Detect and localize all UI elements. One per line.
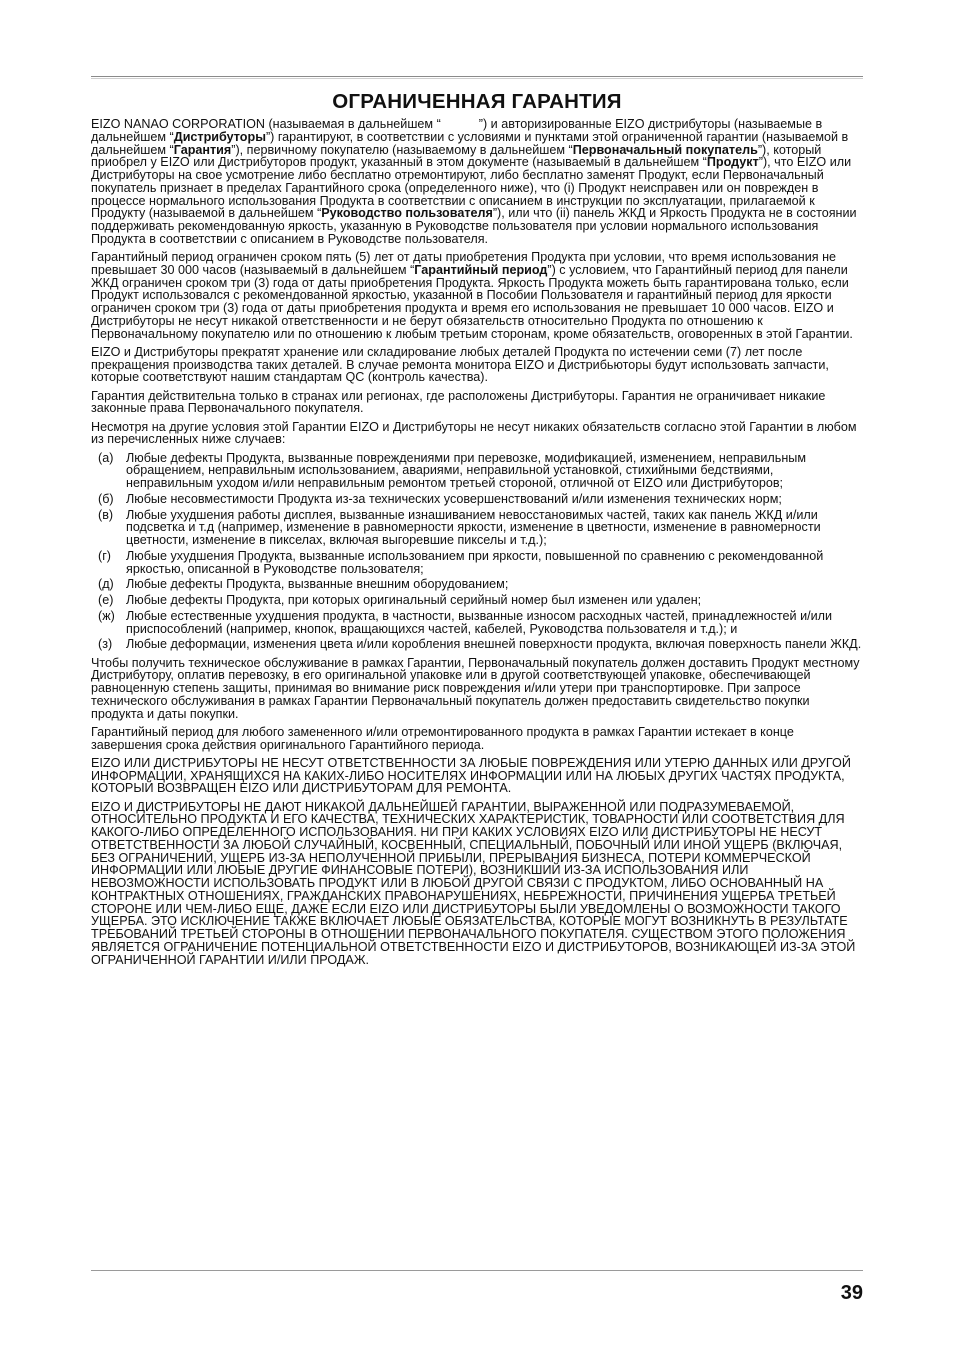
paragraph-regions: Гарантия действительна только в странах или регионах, где расположены Дистрибуторы. Гарантия не ограничивает никакие законные права Первоначального покупателя. [91, 388, 826, 416]
paragraph-service: Чтобы получить техническое обслуживание в рамках Гарантии, Первоначальный покупатель должен доставить Продукт местному Дистрибутору, оплатив перевозку, в его оригинальной упаковке или в другой соответствующей упаковке, обеспечивающей равноценную степень защиты, принимая во внимание риск повреждения и/или утери при транспортировке. При запросе технического обслуживания в рамках Гарантии Первоначальный покупатель должен предоставить свидетельство покупки продукта и даты покупки. [91, 655, 860, 721]
list-item-text: Любые естественные ухудшения продукта, в частности, вызванные износом расходных частей, принадлежностей и/или приспособлений (например, кнопок, вращающихся частей, кабелей, Руководства пользователя и т.д.); и [126, 608, 833, 636]
exclusions-list [91, 452, 863, 652]
bottom-rule [91, 1270, 863, 1271]
list-item [91, 638, 863, 651]
list-item [91, 452, 863, 490]
list-item-text: Любые несовместимости Продукта из-за технических усовершенствований и/или изменения технических норм; [126, 491, 782, 506]
list-item [91, 550, 863, 576]
paragraph-parts-storage: EIZO и Дистрибуторы прекратят хранение или складирование любых деталей Продукта по истечении семи (7) лет после прекращения производства таких деталей. В случае ремонта монитора EIZO и Дистрибьюторы будут использовать запчасти, которые соответствуют нашим стандартам QC (контроль качества). [91, 344, 829, 385]
paragraph-warranty-period: Гарантийный период ограничен сроком пять (5) лет от даты приобретения Продукта при условии, что время использования не превышает 30 000 часов (называемый в дальнейшем “Гарантийный период”) с условием, что Гарантийный период для панели ЖКД ограничен сроком три (3) года от даты приобретения Продукта. Яркость Продукта можеть быть гарантирована только, если Продукт использовался с рекомендованной яркостью, указанной в Пособии Пользователя и гарантийный период для яркости ограничен сроком три (3) года от даты приобретения продукта и время его использования не превышает 10 000 часов. EIZO и Дистрибуторы не несут никакой ответственности и не берут обязательств относительно Продукта по отношению к Первоначальному покупателю или по отношению к любым третьим сторонам, кроме обязательств, оговоренных в этой Гарантии. [91, 250, 853, 341]
list-item-label: (з) [98, 637, 113, 652]
list-item-label: (е) [98, 593, 114, 607]
list-item-label: (в) [98, 507, 114, 522]
list-item-text: Любые ухудшения работы дисплея, вызванные изнашиванием невосстановимых частей, таких как панель ЖКД и/или подсветка и т.д (например, изменение в равномерности яркости, изменение в цветности, изменение в равномерности цветности, изменение в пикселах, включая выгоревшие пикселы и т.д.); [126, 507, 821, 547]
list-item-text: Любые ухудшения Продукта, вызванные использованием при яркости, повышенной по сравнению с рекомендованной яркостью, описанной в Руководстве пользователя; [126, 548, 824, 576]
list-item [91, 509, 863, 547]
paragraph-intro: EIZO NANAO CORPORATION (называемая в дальнейшем “ ”) и авторизированные EIZO дистрибуторы (называемые в дальнейшем “Дистрибуторы”) гарантируют, в соответствии с условиями и пунктами этой ограниченной гарантии (называемой в дальнейшем “Гарантия”), первичному покупателю (называемому в дальнейшем “Первоначальный покупатель”), который приобрел у EIZO или Дистрибуторов продукт, указанный в этом документе (называемый в дальнейшем “Продукт”), что EIZO или Дистрибуторы на свое усмотрение либо бесплатно отремонтируют, либо бесплатно заменят Продукт, если Первоначальный покупатель признает в пределах Гарантийного срока (определенного ниже), что (i) Продукт неисправен или он поврежден в процессе нормального использования Продукта в соответствии с описанием в инструкции по эксплуатации, прилагаемой к Продукту (называемой в дальнейшем “Руководство пользователя”), или что (ii) панель ЖКД и Яркость Продукта не в состоянии поддерживать рекомендованную яркость, указанную в Руководстве пользователя при условии нормального использования Продукта в соответствии с описанием в Руководстве пользователя. [91, 117, 857, 246]
list-item [91, 610, 863, 636]
list-item-label: (г) [98, 548, 111, 563]
list-item-label: (б) [98, 491, 114, 506]
document-page [91, 0, 863, 1350]
page-number: 39 [840, 1282, 863, 1304]
paragraph-exclusions-intro: Несмотря на другие условия этой Гарантии EIZO и Дистрибуторы не несут никаких обязательств согласно этой Гарантии в любом из перечисленных ниже случаев: [91, 419, 857, 447]
list-item [91, 594, 863, 607]
list-item-label: (ж) [98, 608, 115, 623]
list-item [91, 493, 863, 506]
list-item-label: (а) [98, 450, 114, 465]
paragraph-data-loss: EIZO ИЛИ ДИСТРИБУТОРЫ НЕ НЕСУТ ОТВЕТСТВЕННОСТИ ЗА ЛЮБЫЕ ПОВРЕЖДЕНИЯ ИЛИ УТЕРЮ ДАННЫХ ИЛИ ДРУГОЙ ИНФОРМАЦИИ, ХРАНЯЩИХСЯ НА КАКИХ-ЛИБО НОСИТЕЛЯХ ИНФОРМАЦИИ ИЛИ НА ЛЮБЫХ ДРУГИХ ЧАСТЯХ ПРОДУКТА, КОТОРЫЙ ВОЗВРАЩЕН EIZO ИЛИ ДИСТРИБУТОРАМ ДЛЯ РЕМОНТА. [91, 755, 851, 796]
list-item-text: Любые дефекты Продукта, вызванные повреждениями при перевозке, модификацией, изменением, неправильным обращением, неправильным использованием, авариями, неправильной установкой, стихийными бедствиями, неправильным уходом и/или неправильным ремонтом третьей стороной, отличной от EIZO или Дистрибуторов; [126, 450, 807, 490]
list-item-label: (д) [98, 577, 114, 592]
list-item [91, 578, 863, 591]
page-title: ОГРАНИЧЕННАЯ ГАРАНТИЯ [332, 90, 622, 113]
list-item-text: Любые дефекты Продукта, вызванные внешним оборудованием; [126, 577, 509, 592]
list-item-text: Любые деформации, изменения цвета и/или коробления внешней поверхности продукта, включая поверхность панели ЖКД. [126, 637, 862, 652]
list-item-text: Любые дефекты Продукта, при которых оригинальный серийный номер был изменен или удален; [126, 593, 702, 607]
paragraph-replacement-period: Гарантийный период для любого замененного и/или отремонтированного продукта в рамках Гарантии истекает в конце завершения срока действия оригинального Гарантийного периода. [91, 724, 794, 752]
paragraph-disclaimer: EIZO И ДИСТРИБУТОРЫ НЕ ДАЮТ НИКАКОЙ ДАЛЬНЕЙШЕЙ ГАРАНТИИ, ВЫРАЖЕННОЙ ИЛИ ПОДРАЗУМЕВАЕМОЙ, ОТНОСИТЕЛЬНО ПРОДУКТА И ЕГО КАЧЕСТВА, ТЕХНИЧЕСКИХ ХАРАКТЕРИСТИК, ТОВАРНОСТИ ИЛИ СООТВЕТСТВИЯ ДЛЯ КАКОГО-ЛИБО ОПРЕДЕЛЕННОГО ИСПОЛЬЗОВАНИЯ. НИ ПРИ КАКИХ УСЛОВИЯХ EIZO ИЛИ ДИСТРИБУТОРЫ НЕ НЕСУТ ОТВЕТСТВЕННОСТИ ЗА ЛЮБОЙ СЛУЧАЙНЫЙ, КОСВЕННЫЙ, СПЕЦИАЛЬНЫЙ, ПОБОЧНЫЙ ИЛИ ИНОЙ УЩЕРБ (ВКЛЮЧАЯ, БЕЗ ОГРАНИЧЕНИЙ, УЩЕРБ ИЗ-ЗА НЕПОЛУЧЕННОЙ ПРИБЫЛИ, ПРЕРЫВАНИЯ БИЗНЕСА, ПОТЕРИ КОММЕРЧЕСКОЙ ИНФОРМАЦИИ ИЛИ ЛЮБЫЕ ДРУГИЕ ФИНАНСОВЫЕ ПОТЕРИ), ВОЗНИКШИЙ ИЗ-ЗА ИСПОЛЬЗОВАНИЯ ИЛИ НЕВОЗМОЖНОСТИ ИСПОЛЬЗОВАТЬ ПРОДУКТ ИЛИ В ЛЮБОЙ ДРУГОЙ СВЯЗИ С ПРОДУКТОМ, ЛИБО ОСНОВАННЫЙ НА КОНТРАКТНЫХ ОТНОШЕНИЯХ, ГРАЖДАНСКИХ ПРАВОНАРУШЕНИЯХ, НЕБРЕЖНОСТИ, ПРИЧИНЕНИЯ УЩЕРБА ТРЕТЬЕЙ СТОРОНЕ ИЛИ ЧЕМ-ЛИБО ЕЩЕ, ДАЖЕ ЕСЛИ EIZO ИЛИ ДИСТРИБУТОРЫ БЫЛИ УВЕДОМЛЕНЫ О ВОЗМОЖНОСТИ ТАКОГО УЩЕРБА. ЭТО ИСКЛЮЧЕНИЕ ТАКЖЕ ВКЛЮЧАЕТ ЛЮБЫЕ ОБЯЗАТЕЛЬСТВА, КОТОРЫЕ МОГУТ ВОЗНИКНУТЬ В РЕЗУЛЬТАТЕ ТРЕБОВАНИЙ ТРЕТЬЕЙ СТОРОНЫ В ОТНОШЕНИИ ПЕРВОНАЧАЛЬНОГО ПОКУПАТЕЛЯ. СУЩЕСТВОМ ЭТОГО ПОЛОЖЕНИЯ ЯВЛЯЕТСЯ ОГРАНИЧЕНИЕ ПОТЕНЦИАЛЬНОЙ ОТВЕТСТВЕННОСТИ EIZO И ДИСТРИБУТОРОВ, ВОЗНИКАЮЩЕЙ ИЗ-ЗА ЭТОЙ ОГРАНИЧЕННОЙ ГАРАНТИИ И/ИЛИ ПРОДАЖ. [91, 799, 856, 967]
top-rule [91, 76, 863, 79]
warranty-body [91, 118, 863, 972]
